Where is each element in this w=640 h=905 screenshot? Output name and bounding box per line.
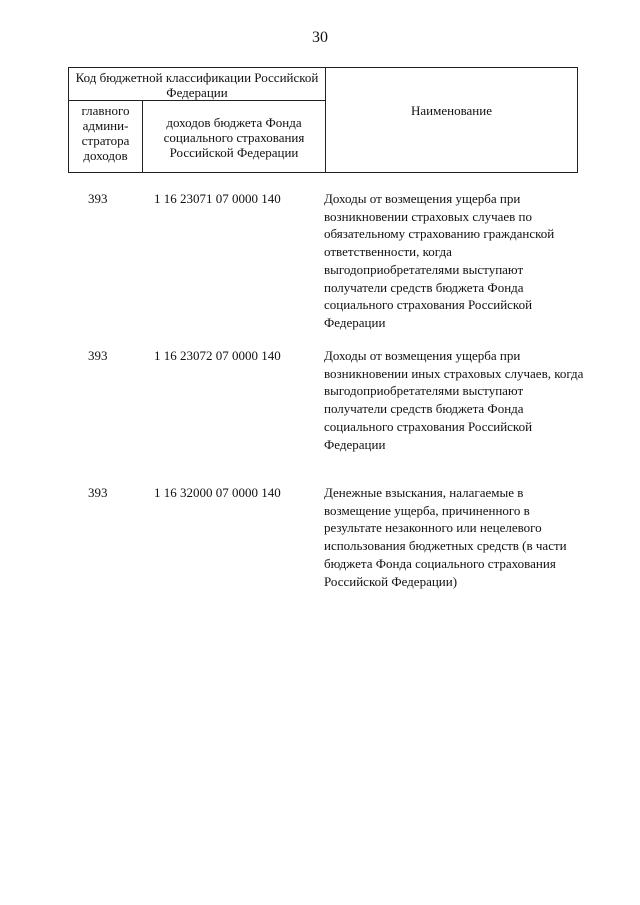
income-code-cell: 1 16 23072 07 0000 140 [154,348,281,363]
admin-column-header: главного админи-стратора доходов [69,101,143,172]
budget-code-group-label: Код бюджетной классификации Российской Федерации [69,68,325,101]
budget-code-header [69,68,326,172]
income-column-header: доходов бюджета Фонда социального страхования Российской Федерации [163,115,305,160]
name-cell: Доходы от возмещения ущерба при возникновении страховых случаев по обязательному страхованию гражданской ответственности, когда выгодоприобретателями выступают получатели средств бюджета Фонда социального страхования Российской Федерации [324,191,555,330]
table-header [68,67,578,173]
admin-code-cell: 393 [88,485,108,500]
admin-code-cell: 393 [88,348,108,363]
admin-code-cell: 393 [88,191,108,206]
name-cell: Денежные взыскания, налагаемые в возмещение ущерба, причиненного в результате незаконного или нецелевого использования бюджетных средств (в части бюджета Фонда социального страхования Российской Федерации) [324,485,567,589]
income-code-cell: 1 16 23071 07 0000 140 [154,191,281,206]
name-column-header: Наименование [411,103,492,118]
page-number: 30 [312,29,328,46]
income-code-cell: 1 16 32000 07 0000 140 [154,485,281,500]
name-cell: Доходы от возмещения ущерба при возникновении иных страховых случаев, когда выгодоприобретателями выступают получатели средств бюджета Фонда социального страхования Российской Федерации [324,348,584,452]
